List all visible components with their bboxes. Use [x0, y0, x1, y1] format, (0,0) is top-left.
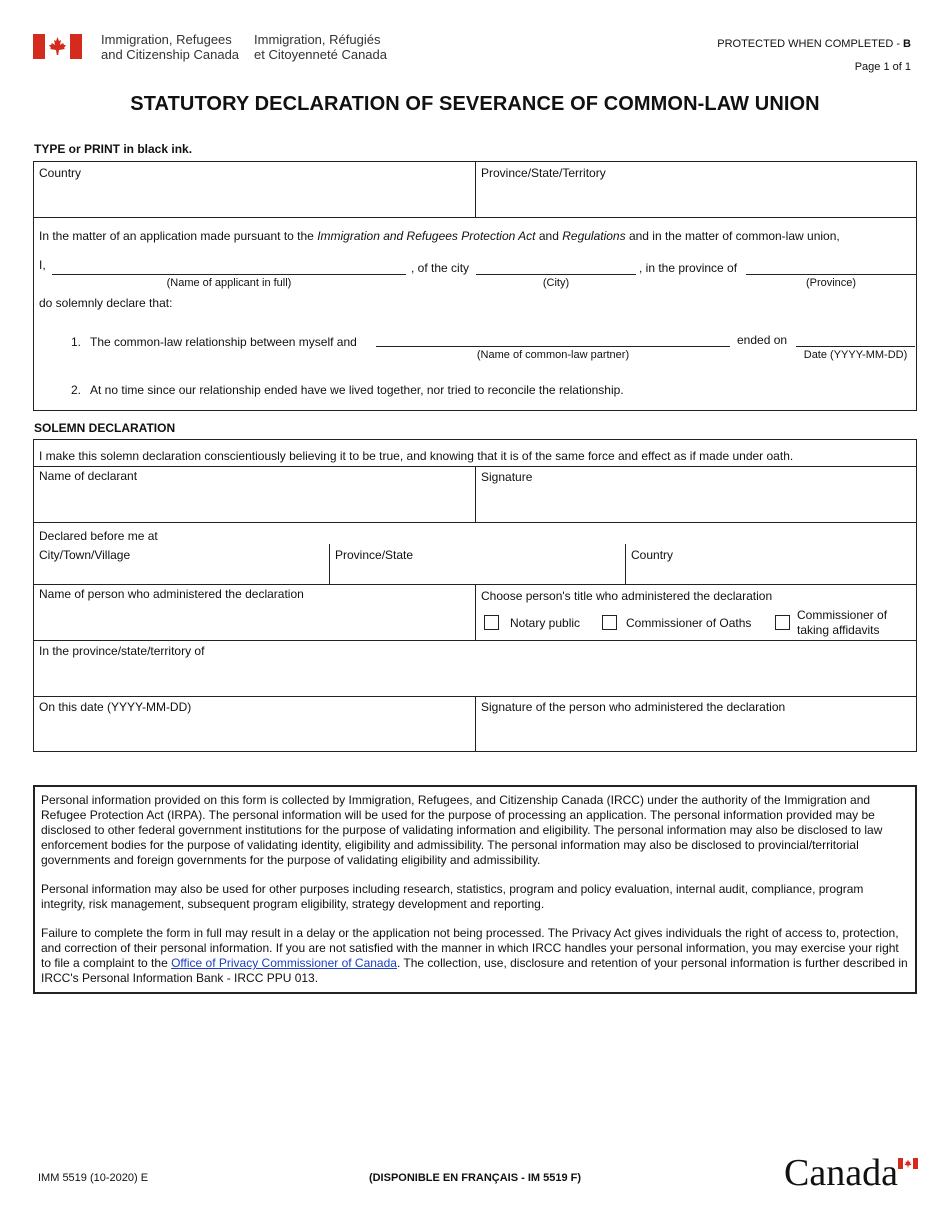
city-town-label: City/Town/Village [39, 548, 131, 562]
department-name-en [101, 32, 239, 62]
declared-province-label: Province/State [335, 548, 414, 562]
canada-wordmark-text: Canada [784, 1152, 898, 1194]
signature-input[interactable] [476, 486, 916, 521]
affidavits-line2: taking affidavits [797, 623, 880, 637]
declarant-name-input[interactable] [34, 486, 474, 521]
protected-level: B [903, 38, 911, 50]
on-date-input[interactable] [34, 716, 474, 751]
province-input[interactable] [476, 182, 916, 216]
declare-text: do solemnly declare that: [39, 296, 173, 310]
instruction: TYPE or PRINT in black ink. [34, 142, 193, 156]
canada-flag-icon [33, 34, 82, 59]
city-caption: (City) [542, 277, 570, 289]
solemn-heading: SOLEMN DECLARATION [34, 421, 176, 435]
partner-name-field[interactable] [376, 346, 730, 347]
admin-signature-label: Signature of the person who administered the declaration [481, 700, 786, 714]
commissioner-oaths-checkbox[interactable] [602, 615, 617, 630]
declared-province-input[interactable] [330, 564, 624, 583]
matter-statement [39, 229, 840, 243]
country-label: Country [39, 166, 82, 180]
privacy-p3-before: Failure to complete the form in full may result in a delay or the application not being processed. The Privacy Act gives individuals the right of access to, protection, and correction of their personal information. If you are not satisfied with the manner in which IRCC handles your personal information, you may exercise your right to file a complaint to the [41, 926, 899, 970]
of-city-label: , of the city [411, 261, 470, 275]
dept-fr-line2: et Citoyenneté Canada [254, 47, 387, 62]
solemn-statement: I make this solemn declaration conscientiously believing it to be true, and knowing that it is of the same force and effect as if made under oath. [39, 449, 794, 463]
dept-en-line2: and Citizenship Canada [101, 47, 240, 62]
notary-public-checkbox[interactable] [484, 615, 499, 630]
administrator-name-input[interactable] [34, 604, 474, 639]
affidavits-line1: Commissioner of [797, 608, 888, 622]
protected-label [717, 38, 911, 50]
admin-signature-input[interactable] [476, 716, 916, 751]
protected-prefix: PROTECTED WHEN COMPLETED - [717, 38, 904, 50]
item1-number: 1. [71, 335, 82, 349]
item2-number: 2. [71, 383, 82, 397]
page-info: Page 1 of 1 [854, 61, 911, 73]
item2-text: At no time since our relationship ended have we lived together, nor tried to reconcile the relationship. [90, 383, 624, 397]
partner-caption: (Name of common-law partner) [476, 349, 630, 361]
date-caption: Date (YYYY-MM-DD) [803, 349, 908, 361]
privacy-paragraph-3 [41, 926, 910, 986]
province-label: Province/State/Territory [481, 166, 606, 180]
province-field[interactable] [746, 274, 916, 275]
applicant-name-field[interactable] [52, 274, 406, 275]
country-input[interactable] [34, 182, 474, 216]
signature-label: Signature [481, 470, 533, 484]
commissioner-affidavits-checkbox[interactable] [775, 615, 790, 630]
dept-fr-line1: Immigration, Réfugiés [254, 32, 381, 47]
end-date-field[interactable] [796, 346, 915, 347]
matter-part1: In the matter of an application made pursuant to the [39, 229, 318, 243]
in-province-territory-label: In the province/state/territory of [39, 644, 205, 658]
privacy-notice [33, 785, 917, 994]
administrator-name-label: Name of person who administered the declaration [39, 587, 304, 601]
matter-part2: and in the matter of common-law union, [625, 229, 840, 243]
province-caption: (Province) [805, 277, 857, 289]
ended-on-label: ended on [737, 333, 788, 347]
wordmark-flag-icon [898, 1158, 918, 1169]
canada-wordmark [784, 1152, 918, 1194]
privacy-commissioner-link[interactable]: Office of Privacy Commissioner of Canada [171, 956, 397, 970]
declared-country-label: Country [631, 548, 674, 562]
declared-country-input[interactable] [626, 564, 916, 583]
commissioner-oaths-label: Commissioner of Oaths [626, 616, 752, 630]
dept-en-line1: Immigration, Refugees [101, 32, 232, 47]
form-code: IMM 5519 (10-2020) E [38, 1172, 149, 1184]
page-title: STATUTORY DECLARATION OF SEVERANCE OF COMMON-LAW UNION [130, 93, 820, 115]
matter-and: and [535, 229, 563, 243]
department-name-fr [254, 32, 387, 62]
city-field[interactable] [476, 274, 636, 275]
province-territory-input[interactable] [34, 660, 916, 695]
on-date-label: On this date (YYYY-MM-DD) [39, 700, 192, 714]
declared-before-label: Declared before me at [39, 529, 158, 543]
declarant-name-label: Name of declarant [39, 469, 138, 483]
in-province-label: , in the province of [639, 261, 738, 275]
matter-act: Immigration and Refugees Protection Act [317, 229, 536, 243]
declared-city-input[interactable] [34, 564, 328, 583]
applicant-name-caption: (Name of applicant in full) [166, 277, 292, 289]
commissioner-affidavits-label [797, 608, 887, 638]
notary-public-label: Notary public [510, 616, 581, 630]
title-choice-label: Choose person's title who administered the declaration [481, 589, 773, 603]
privacy-p3-after: . The collection, use, disclosure and retention of your personal information is further described in IRCC's Personal Information Bank - IRCC PPU 013. [41, 956, 908, 985]
i-label: I, [39, 258, 46, 272]
item1-text: The common-law relationship between myself and [90, 335, 357, 349]
french-availability: (DISPONIBLE EN FRANÇAIS - IM 5519 F) [368, 1172, 582, 1184]
privacy-paragraph-2: Personal information may also be used for other purposes including research, statistics, program and policy evaluation, internal audit, compliance, program integrity, risk management, subsequent program eligibility, strategy development and reporting. [41, 882, 864, 911]
privacy-paragraph-1: Personal information provided on this form is collected by Immigration, Refugees, and Citizenship Canada (IRCC) under the authority of the Immigration and Refugee Protection Act (IRPA). The personal information will be used for the purpose of processing an application. The personal information provided may be disclosed to other federal government institutions for the purpose of validating information and eligibility. The personal information may also be disclosed to law enforcement bodies for the purpose of validating identity, eligibility and admissibility. The personal information may also be disclosed to provincial/territorial governments and foreign governments for the purpose of validating eligibility and admissibility. [41, 793, 883, 867]
matter-regs: Regulations [562, 229, 626, 243]
